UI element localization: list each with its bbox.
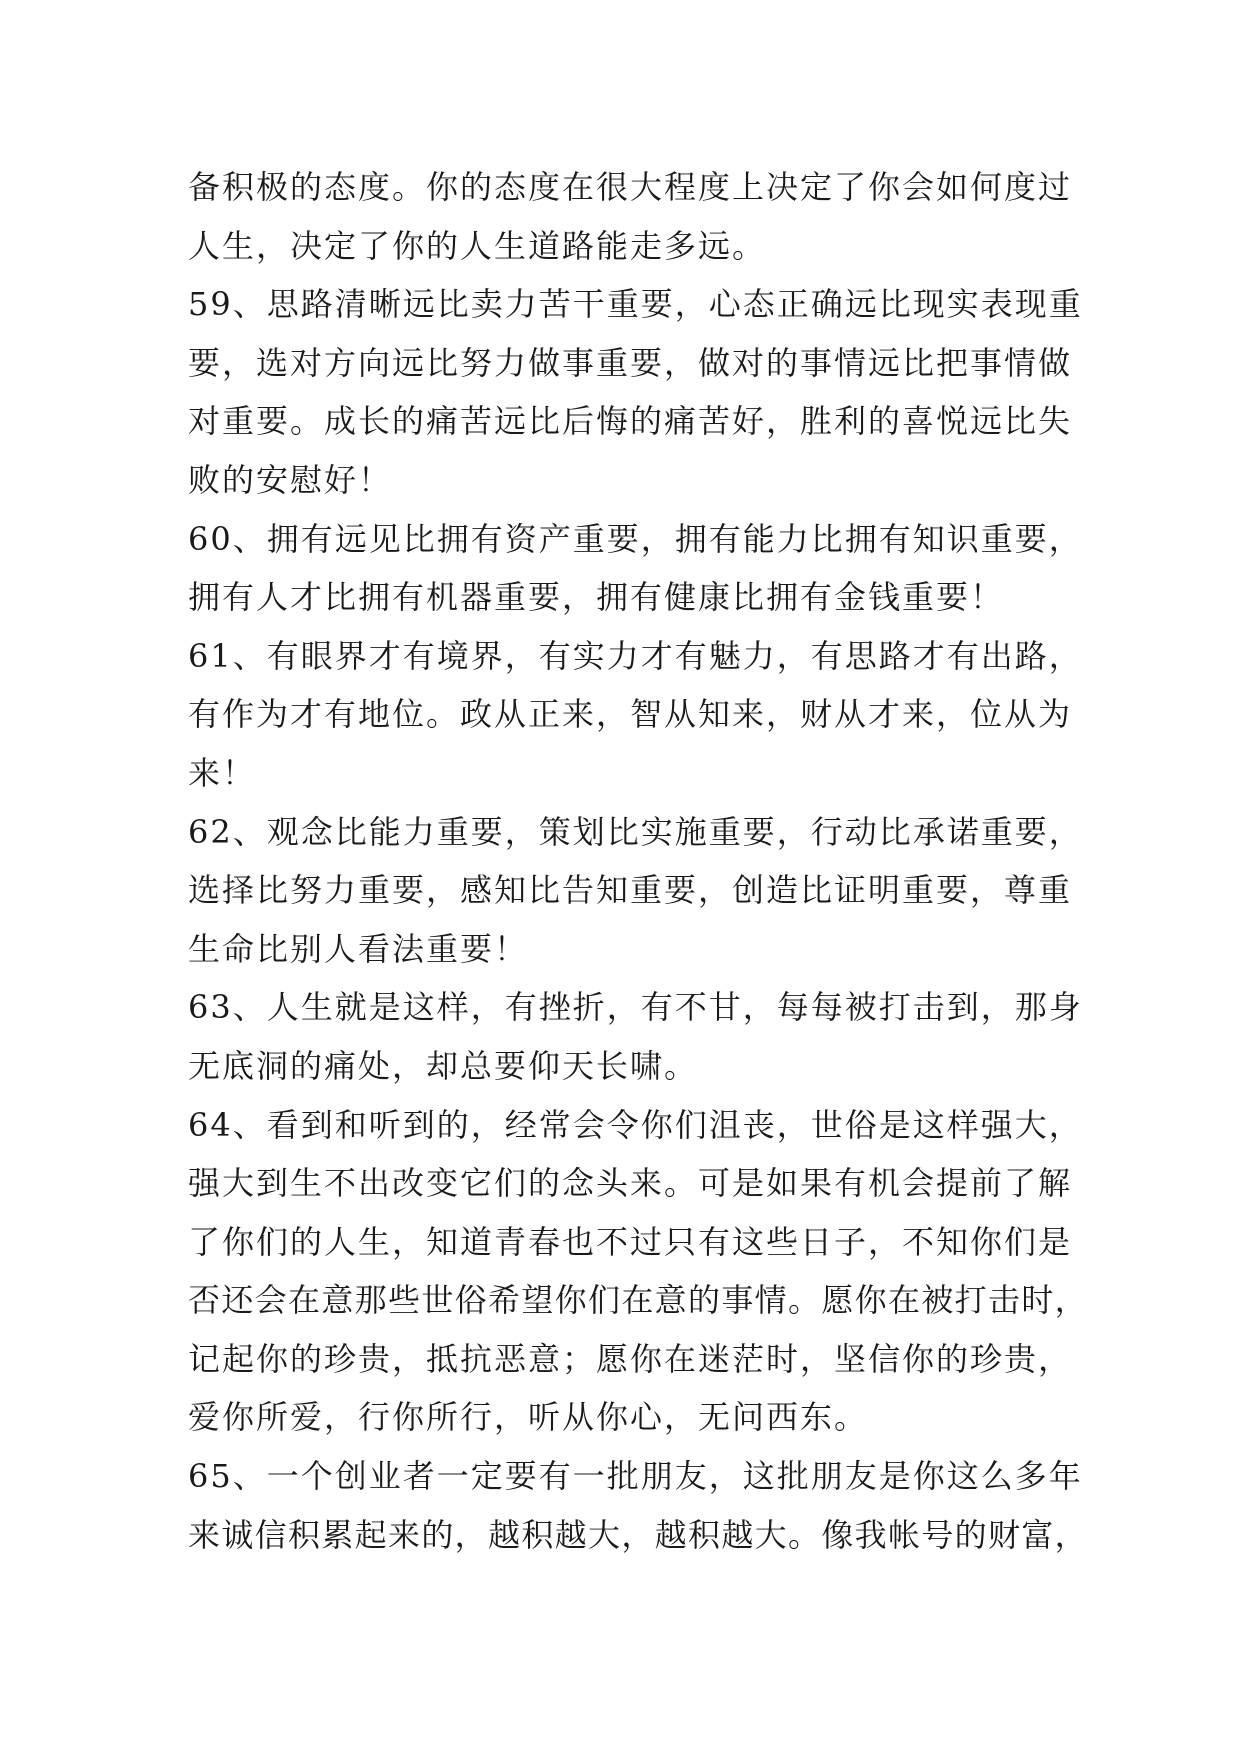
text-line: 记起你的珍贵，抵抗恶意；愿你在迷茫时，坚信你的珍贵，	[188, 1339, 1073, 1378]
text-line: 选择比努力重要，感知比告知重要，创造比证明重要，尊重	[188, 871, 1073, 910]
text-line: 生命比别人看法重要！	[188, 929, 529, 968]
text-line: 人生，决定了你的人生道路能走多远。	[188, 226, 767, 265]
text-line: 来诚信积累起来的，越积越大，越积越大。像我帐号的财富，	[188, 1515, 1089, 1554]
text-line: 60、拥有远见比拥有资产重要，拥有能力比拥有知识重要，	[188, 519, 1083, 558]
text-line: 备积极的态度。你的态度在很大程度上决定了你会如何度过	[188, 168, 1073, 206]
text-line: 有作为才有地位。政从正来，智从知来，财从才来，位从为	[188, 695, 1073, 734]
text-line: 要，选对方向远比努力做事重要，做对的事情远比把事情做	[188, 343, 1073, 382]
text-line: 62、观念比能力重要，策划比实施重要，行动比承诺重要，	[188, 812, 1083, 851]
text-line: 了你们的人生，知道青春也不过只有这些日子，不知你们是	[188, 1222, 1073, 1261]
text-line: 败的安慰好！	[188, 460, 393, 499]
text-line: 65、一个创业者一定要有一批朋友，这批朋友是你这么多年	[188, 1457, 1083, 1496]
text-line: 否还会在意那些世俗希望你们在意的事情。愿你在被打击时，	[188, 1281, 1089, 1320]
text-line: 无底洞的痛处，却总要仰天长啸。	[188, 1046, 699, 1085]
text-line: 64、看到和听到的，经常会令你们沮丧，世俗是这样强大，	[188, 1105, 1083, 1144]
text-line: 63、人生就是这样，有挫折，有不甘，每每被打击到，那身	[188, 988, 1083, 1027]
text-line: 59、思路清晰远比卖力苦干重要，心态正确远比现实表现重	[188, 285, 1083, 324]
text-line: 爱你所爱，行你所行，听从你心，无问西东。	[188, 1398, 869, 1437]
text-line: 对重要。成长的痛苦远比后悔的痛苦好，胜利的喜悦远比失	[188, 402, 1073, 441]
text-line: 61、有眼界才有境界，有实力才有魅力，有思路才有出路，	[188, 636, 1083, 675]
body-text	[188, 158, 1088, 1564]
text-line: 来！	[188, 753, 257, 792]
text-line: 拥有人才比拥有机器重要，拥有健康比拥有金钱重要！	[188, 578, 1005, 617]
text-line: 强大到生不出改变它们的念头来。可是如果有机会提前了解	[188, 1164, 1073, 1203]
